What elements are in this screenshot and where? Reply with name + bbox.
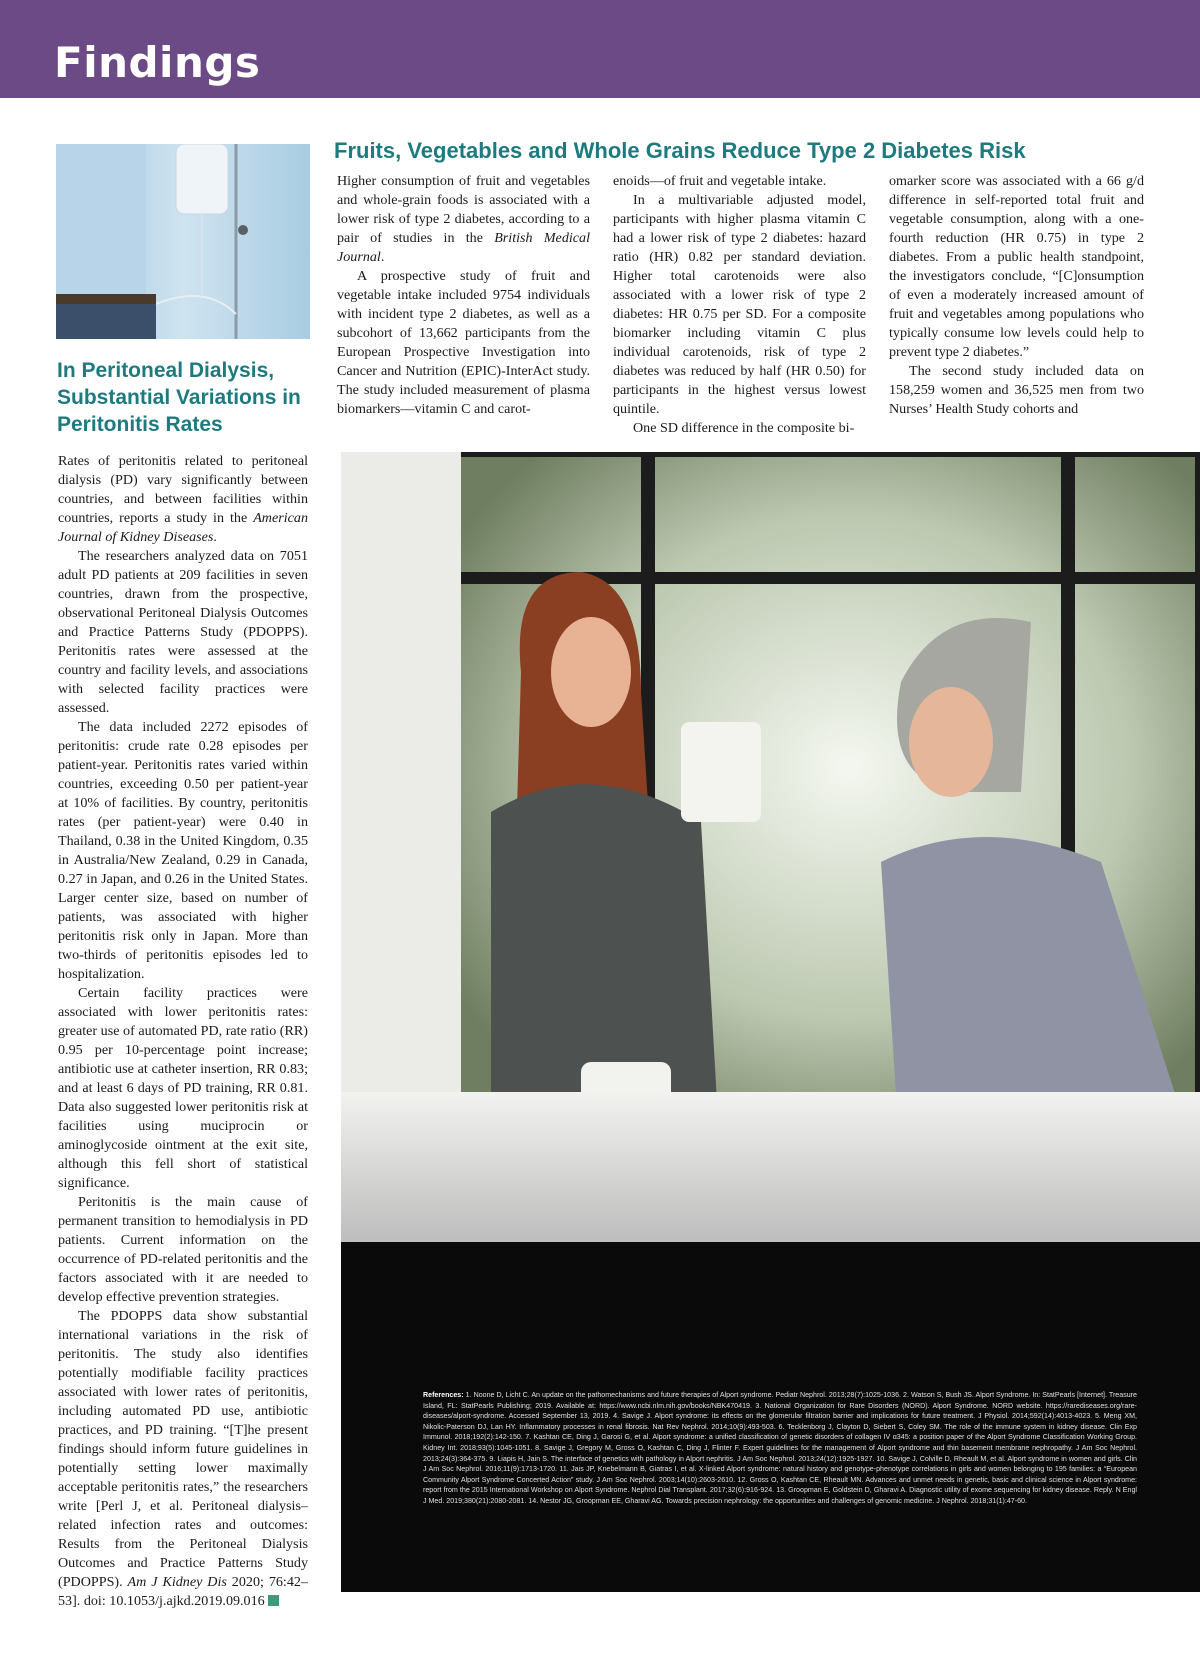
- paragraph: In a multivariable adjusted model, participants with higher plasma vitamin C had a lower risk of type 2 diabetes: hazard ratio (HR) 0.82 per standard deviation. Higher total carotenoids were also associated with a lower risk of type 2 diabetes: HR 0.75 per SD. For a composite biomarker including vitamin C plus individual carotenoids, risk of type 2 diabetes was reduced by half (HR 0.50) for participants in the highest versus lowest quintile.: [613, 192, 866, 417]
- references-list: References: 1. Noone D, Licht C. An update on the pathomechanisms and future therapies of Alport syndrome. Pediatr Nephrol. 2013;28(7):1025-1036. 2. Watson S, Bush JS. Alport Syndrome. In: StatPearls [Internet]. Treasure Island, FL: StatPearls Publishing; 2019. Available at: https://www.ncbi.nlm.nih.gov/books/NBK470419. 3. National Organization for Rare Disorders (NORD). Alport Syndrome. NORD website. https://rarediseases.org/rare-diseases/alport-syndrome. Accessed September 13, 2019. 4. Savige J. Alport syndrome: its effects on the glomerular filtration barrier and implications for future treatment. J Physiol. 2014;592(14):4013-4023. 5. Meng XM, Nikolic-Paterson DJ, Lan HY. Inflammatory processes in renal fibrosis. Nat Rev Nephrol. 2014;10(9):493-503. 6. Tecklenborg J, Clayton D, Siebert S, Coley SM. The role of the immune system in kidney disease. Clin Exp Immunol. 2018;192(2):142-150. 7. Kashtan CE, Ding J, Garosi G, et al. Alport syndrome: a unified classification of genetic disorders of collagen IV α345: a position paper of the Alport Syndrome Classification Working Group. Kidney Int. 2018;93(5):1045-1051. 8. Savige J, Gregory M, Gross O, Kashtan C, Ding J, Flinter F. Expert guidelines for the management of Alport syndrome and thin basement membrane nephropathy. J Am Soc Nephrol. 2013;24(3):364-375. 9. Liapis H, Jain S. The interface of genetics with pathology in Alport nephritis. J Am Soc Nephrol. 2013;24(12):1925-1927. 10. Savige J, Colville D, Rheault M, et al. Alport syndrome in women and girls. Clin J Am Soc Nephrol. 2016;11(9):1713-1720. 11. Jais JP, Knebelmann B, Giatras I, et al. X-linked Alport syndrome: natural history and genotype-phenotype correlations in girls and women belonging to 195 families: a “European Community Alport Syndrome Concerted Action” study. J Am Soc Nephrol. 2003;14(10):2603-2610. 12. Gross O, Kashtan CE, Rheault MN. Advances and unmet needs in genetic, basic and clinical science in Alport syndrome: report from the 2015 International Workshop on Alport Syndrome. Nephrol Dial Transplant. 2017;32(6):916-924. 13. Groopman E, Goldstein D, Gharavi A. Diagnostic utility of exome sequencing for kidney disease. Reply. N Engl J Med. 2019;380(21):2080-2081. 14. Nestor JG, Groopman EE, Gharavi AG. Towards precision nephrology: the opportunities and challenges of genomic medicine. J Nephrol. 2018;31(1):47-60.: [423, 1391, 1137, 1505]
- paragraph: The data included 2272 episodes of peritonitis: crude rate 0.28 episodes per patient-year. Peritonitis rates varied within countries, exceeding 0.50 per patient-year at 10% of facilities. By country, peritonitis rates (per patient-year) were 0.40 in Thailand, 0.38 in the United Kingdom, 0.35 in Australia/New Zealand, 0.29 in Canada, 0.27 in Japan, and 0.26 in the United States. Larger center size, based on number of patients, was associated with higher peritonitis risk only in Japan. More than two-thirds of peritonitis episodes led to hospitalization.: [58, 719, 308, 982]
- paragraph: Higher consumption of fruit and vegetables and whole-grain foods is associated with a lower risk of type 2 diabetes, according to a pair of studies in the British Medical Journal.: [337, 173, 590, 265]
- paragraph: omarker score was associated with a 66 g/d difference in self-reported total fruit and vegetable consumption, along with a one-fourth reduction (HR 0.75) in type 2 diabetes. From a public health standpoint, the investigators conclude, “[C]onsumption of even a moderately increased amount of fruit and vegetables among populations who typically consume low levels could help to prevent type 2 diabetes.”: [889, 173, 1144, 360]
- paragraph: The second study included data on 158,259 women and 36,525 men from two Nurses’ Health Study cohorts and: [889, 363, 1144, 417]
- paragraph: A prospective study of fruit and vegetable intake included 9754 individuals with incident type 2 diabetes, as well as a subcohort of 13,662 participants from the European Prospective Investigation into Cancer and Nutrition (EPIC)-InterAct study. The study included measurement of plasma biomarkers—vitamin C and carot-: [337, 268, 590, 417]
- side-article-body: [58, 452, 308, 1611]
- section-title: Findings: [54, 38, 261, 87]
- side-article-title: In Peritoneal Dialysis, Substantial Variations in Peritonitis Rates: [57, 359, 301, 436]
- main-article-column-1: [337, 172, 590, 419]
- paragraph: The PDOPPS data show substantial international variations in the risk of peritonitis. The study also identifies potentially modifiable facility practices associated with lower rates of peritonitis, including automated PD use, antibiotic practices, and PD training. “[T]he present findings should inform future guidelines in potentially setting lower maximally acceptable peritonitis rates,” the researchers write [Perl J, et al. Peritoneal dialysis–related infection rates and outcomes: Results from the Peritoneal Dialysis Outcomes and Practice Patterns Study (PDOPPS). Am J Kidney Dis 2020; 76:42–53]. doi: 10.1053/j.ajkd.2019.09.016: [58, 1308, 308, 1609]
- main-article-title: Fruits, Vegetables and Whole Grains Reduce Type 2 Diabetes Risk: [334, 138, 1026, 163]
- paragraph: enoids—of fruit and vegetable intake.: [613, 173, 827, 189]
- iv-drip-photo: [56, 144, 310, 339]
- section-banner: [0, 0, 1200, 98]
- end-of-article-mark: [268, 1595, 279, 1606]
- paragraph: The researchers analyzed data on 7051 adult PD patients at 209 facilities in seven countries, drawn from the prospective, observational Peritoneal Dialysis Outcomes and Practice Patterns Study (PDOPPS). Peritonitis rates were assessed at the country and facility levels, and associations with selected facility practices were assessed.: [58, 548, 308, 716]
- paragraph: Rates of peritonitis related to peritoneal dialysis (PD) vary significantly between countries, and between facilities within countries, reports a study in the American Journal of Kidney Diseases.: [58, 453, 308, 545]
- paragraph: One SD difference in the composite bi-: [633, 420, 855, 436]
- women-drinking-coffee-photo: [341, 452, 1200, 1592]
- main-article-column-3: [889, 172, 1144, 419]
- main-article-column-2: [613, 172, 866, 438]
- paragraph: Certain facility practices were associated with lower peritonitis rates: greater use of automated PD, rate ratio (RR) 0.95 per 10-percentage point increase; antibiotic use at catheter insertion, RR 0.83; and at least 6 days of PD training, RR 0.81. Data also suggested lower peritonitis risk at facilities using muciprocin or aminoglycoside ointment at the exit site, although this fell short of statistical significance.: [58, 985, 308, 1191]
- paragraph: Peritonitis is the main cause of permanent transition to hemodialysis in PD patients. Current information on the occurrence of PD-related peritonitis and the factors associated with it are needed to develop effective prevention strategies.: [58, 1194, 308, 1305]
